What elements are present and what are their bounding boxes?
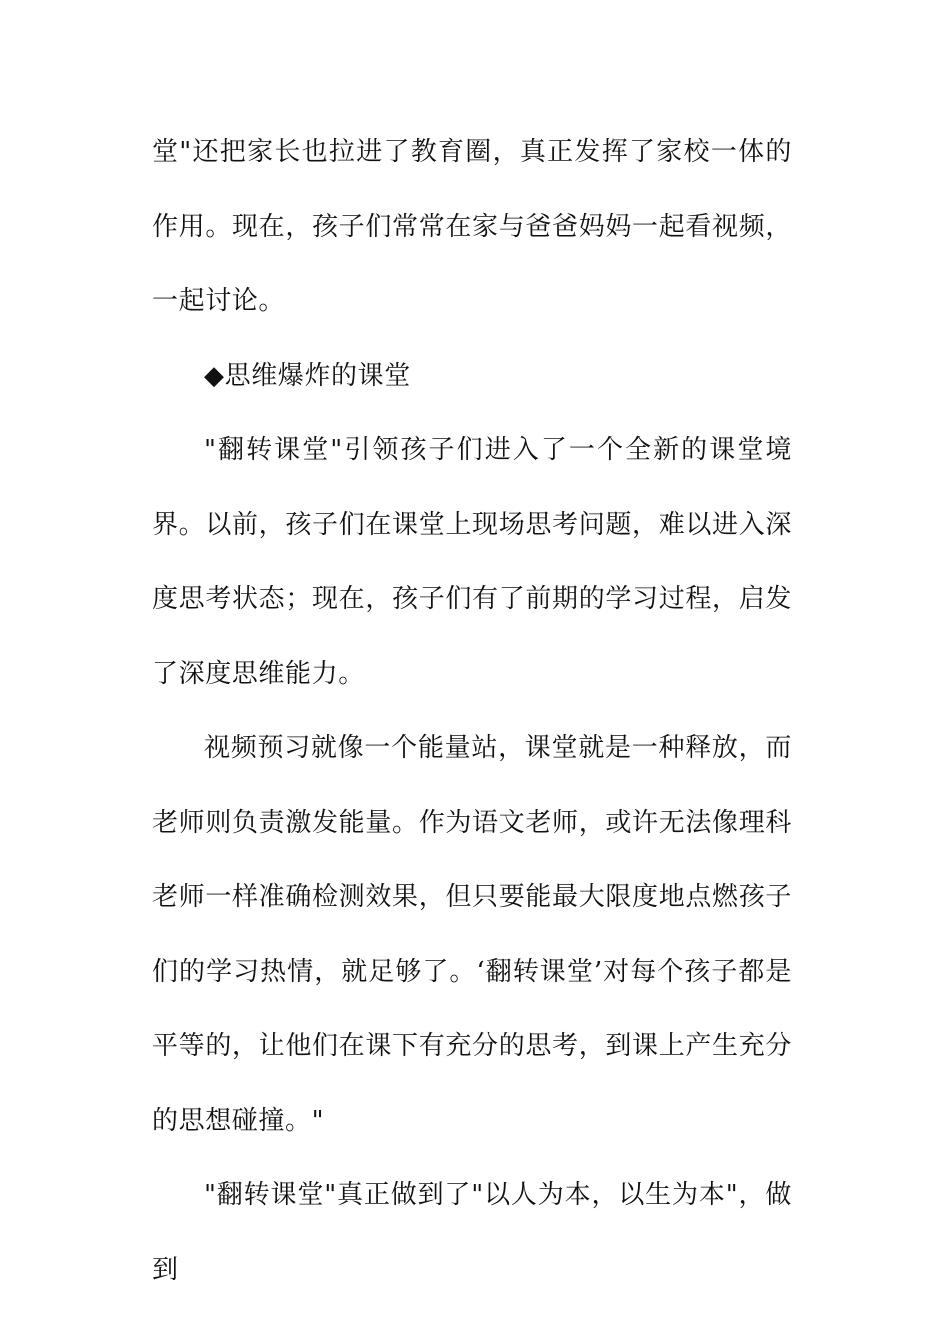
paragraph-continuation: 堂"还把家长也拉进了教育圈，真正发挥了家校一体的作用。现在，孩子们常常在家与爸爸妈妈一起看视频，一起讨论。 <box>152 137 792 316</box>
section-heading: ◆思维爆炸的课堂 <box>204 360 411 391</box>
document-body <box>152 115 792 1307</box>
paragraph: "翻转课堂"真正做到了"以人为本，以生为本"，做到 <box>152 1180 792 1285</box>
paragraph: "翻转课堂"引领孩子们进入了一个全新的课堂境界。以前，孩子们在课堂上现场思考问题，难以进入深度思考状态；现在，孩子们有了前期的学习过程，启发了深度思维能力。 <box>152 435 792 689</box>
paragraph: 视频预习就像一个能量站，课堂就是一种释放，而老师则负责激发能量。作为语文老师，或许无法像理科老师一样准确检测效果，但只要能最大限度地点燃孩子们的学习热情，就足够了。‘翻转课堂’对每个孩子都是平等的，让他们在课下有充分的思考，到课上产生充分的思想碰撞。" <box>152 733 792 1136</box>
